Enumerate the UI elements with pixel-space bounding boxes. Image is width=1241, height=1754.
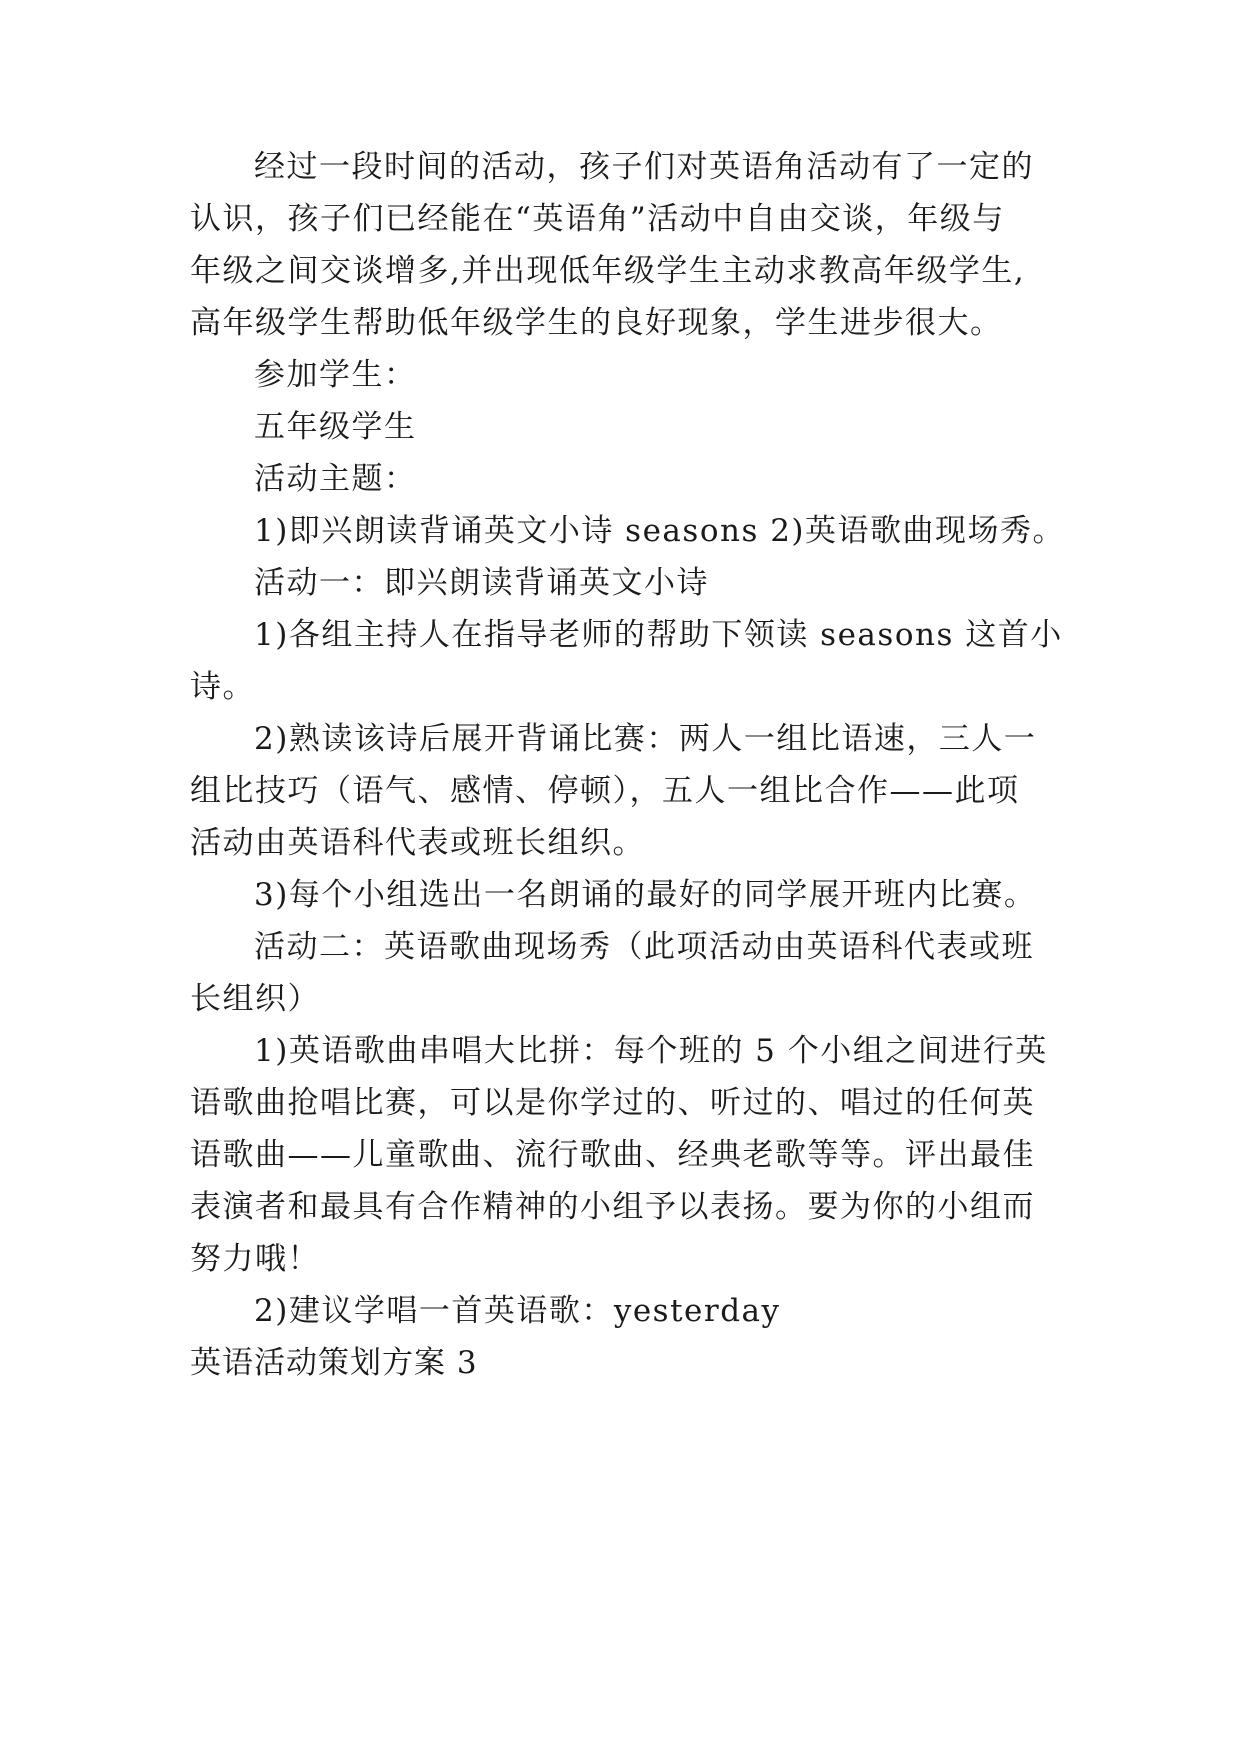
- participants-value: 五年级学生: [254, 409, 417, 445]
- paragraph-intro-line-4: 高年级学生帮助低年级学生的良好现象，学生进步很大。: [190, 305, 1003, 341]
- activity-one-step-2-line-3: 活动由英语科代表或班长组织。: [190, 825, 645, 861]
- theme-value: 1)即兴朗读背诵英文小诗 seasons 2)英语歌曲现场秀。: [254, 513, 1066, 549]
- activity-one-step-2-line-2: 组比技巧（语气、感情、停顿），五人一组比合作——此项: [190, 773, 1020, 809]
- theme-label: 活动主题：: [254, 461, 417, 497]
- activity-two-title-line-1: 活动二：英语歌曲现场秀（此项活动由英语科代表或班: [254, 929, 1034, 965]
- activity-two-step-2: 2)建议学唱一首英语歌：yesterday: [254, 1293, 781, 1329]
- paragraph-intro-line-1: 经过一段时间的活动，孩子们对英语角活动有了一定的: [254, 149, 1034, 185]
- activity-one-title: 活动一：即兴朗读背诵英文小诗: [254, 565, 709, 601]
- activity-two-step-1-line-5: 努力哦！: [190, 1241, 320, 1277]
- activity-two-step-1-line-2: 语歌曲抢唱比赛，可以是你学过的、听过的、唱过的任何英: [190, 1085, 1035, 1121]
- activity-two-title-line-2: 长组织）: [190, 981, 320, 1017]
- activity-one-step-3: 3)每个小组选出一名朗诵的最好的同学展开班内比赛。: [254, 877, 1037, 913]
- paragraph-intro-line-3: 年级之间交谈增多,并出现低年级学生主动求教高年级学生,: [190, 253, 1026, 289]
- activity-two-step-1-line-3: 语歌曲——儿童歌曲、流行歌曲、经典老歌等等。评出最佳: [190, 1137, 1035, 1173]
- activity-two-step-1-line-1: 1)英语歌曲串唱大比拼：每个班的 5 个小组之间进行英: [254, 1033, 1048, 1069]
- activity-two-step-1-line-4: 表演者和最具有合作精神的小组予以表扬。要为你的小组而: [190, 1189, 1035, 1225]
- activity-one-step-2-line-1: 2)熟读该诗后展开背诵比赛：两人一组比语速，三人一: [254, 721, 1037, 757]
- paragraph-intro-line-2: 认识，孩子们已经能在“英语角”活动中自由交谈，年级与: [190, 201, 1005, 237]
- participants-label: 参加学生：: [254, 357, 417, 393]
- section-heading: 英语活动策划方案 3: [190, 1345, 478, 1381]
- activity-one-step-1-line-1: 1)各组主持人在指导老师的帮助下领读 seasons 这首小: [254, 617, 1063, 653]
- activity-one-step-1-line-2: 诗。: [190, 669, 255, 705]
